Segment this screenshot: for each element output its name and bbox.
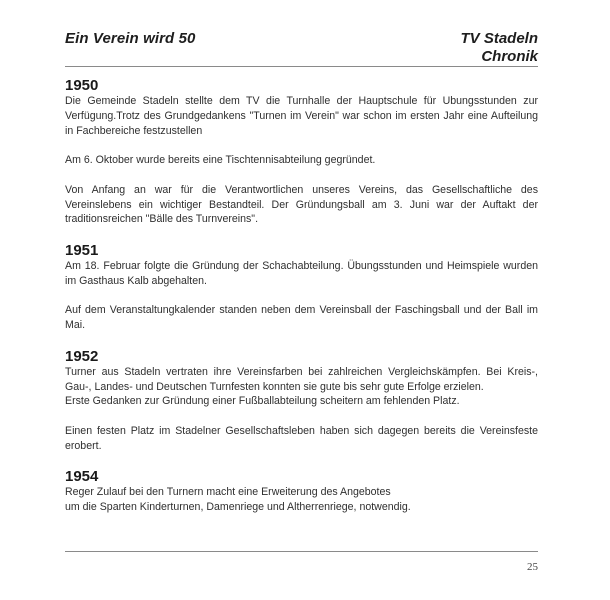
- paragraph: um die Sparten Kinderturnen, Damenriege und Altherrenriege, notwendig.: [65, 501, 411, 514]
- header-divider: [65, 66, 538, 67]
- paragraph: Am 6. Oktober wurde bereits eine Tischtennisabteilung gegründet.: [65, 154, 376, 167]
- section-1950: [65, 77, 538, 227]
- document-page: [65, 0, 538, 600]
- section-1952: [65, 348, 538, 454]
- paragraph: Auf dem Veranstaltungkalender standen neben dem Vereinsball der Faschingsball und der Ball im Mai.: [65, 304, 538, 332]
- paragraph: Die Gemeinde Stadeln stellte dem TV die Turnhalle der Hauptschule für Ubungsstunden zur Verfügung.Trotz des Grundgedankens "Turnen im Verein" war schon im ersten Jahr eine Aufteilung in Fachbereiche festzustellen: [65, 95, 538, 137]
- page-number: 25: [527, 561, 538, 573]
- paragraph: Erste Gedanken zur Gründung einer Fußballabteilung scheitern am fehlenden Platz.: [65, 395, 460, 408]
- header-title-right: [460, 30, 538, 66]
- page-content: [65, 77, 538, 515]
- header-club-name: TV Stadeln: [460, 30, 538, 47]
- page-header: [65, 30, 538, 64]
- paragraph: Am 18. Februar folgte die Gründung der Schachabteilung. Übungsstunden und Heimspiele wurden im Gasthaus Kalb abgehalten.: [65, 259, 538, 287]
- paragraph: Von Anfang an war für die Verantwortlichen unseres Vereins, das Gesellschaftliche des Vereinslebens ein wichtiger Bestandteil. Der Gründungsball am 3. Juni war der Auftakt der traditionsreichen "Bälle des Turnvereins".: [65, 183, 538, 226]
- paragraph: Reger Zulauf bei den Turnern macht eine Erweiterung des Angebotes: [65, 486, 391, 499]
- section-year-heading: 1952: [65, 347, 99, 365]
- section-1951: [65, 242, 538, 333]
- paragraph: Turner aus Stadeln vertraten ihre Vereinsfarben bei zahlreichen Vergleichskämpfen. Bei Kreis-, Gau-, Landes- und Deutschen Turnfesten konnten sie gute bis sehr gute Erfolge erzielen.: [65, 365, 538, 393]
- header-title-left: Ein Verein wird 50: [65, 30, 196, 47]
- footer-divider: [65, 551, 538, 552]
- header-chronicle-label: Chronik: [481, 48, 538, 65]
- section-year-heading: 1950: [65, 77, 99, 94]
- section-year-heading: 1954: [65, 468, 99, 486]
- section-year-heading: 1951: [65, 241, 99, 259]
- paragraph: Einen festen Platz im Stadelner Gesellschaftsleben haben sich dagegen bereits die Vereinsfeste erobert.: [65, 424, 538, 452]
- section-1954: [65, 468, 538, 515]
